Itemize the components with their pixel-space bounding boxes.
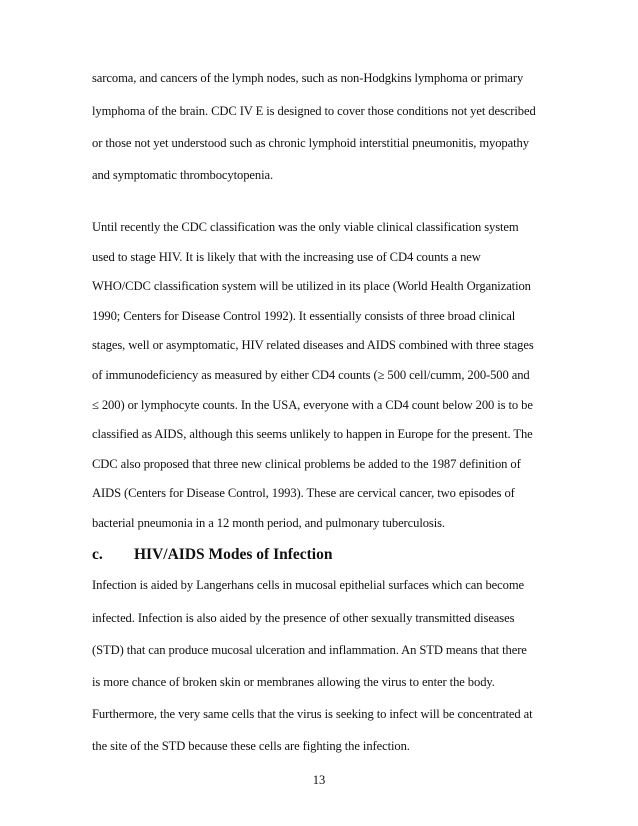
text-line: is more chance of broken skin or membranes allowing the virus to enter the body. <box>92 675 495 689</box>
text-line: (STD) that can produce mucosal ulceration and inflammation. An STD means that there <box>92 643 527 657</box>
text-line: and symptomatic thrombocytopenia. <box>92 168 274 182</box>
text-line: infected. Infection is also aided by the presence of other sexually transmitted diseases <box>92 611 515 625</box>
section-letter: c. <box>92 546 103 563</box>
section-heading <box>92 545 333 565</box>
text-line: the site of the STD because these cells are fighting the infection. <box>92 739 410 753</box>
text-line: Until recently the CDC classification was the only viable clinical classification system <box>92 220 519 234</box>
text-line: sarcoma, and cancers of the lymph nodes, such as non-Hodgkins lymphoma or primary <box>92 71 524 85</box>
text-line: 1990; Centers for Disease Control 1992). It essentially consists of three broad clinical <box>92 309 516 323</box>
text-line: of immunodeficiency as measured by either CD4 counts (≥ 500 cell/cumm, 200-500 and <box>92 368 530 382</box>
text-line: AIDS (Centers for Disease Control, 1993). These are cervical cancer, two episodes of <box>92 486 515 500</box>
text-line: bacterial pneumonia in a 12 month period, and pulmonary tuberculosis. <box>92 516 445 530</box>
text-line: CDC also proposed that three new clinical problems be added to the 1987 definition of <box>92 457 521 471</box>
text-line: Furthermore, the very same cells that the virus is seeking to infect will be concentrated at <box>92 707 533 721</box>
text-line: ≤ 200) or lymphocyte counts. In the USA, everyone with a CD4 count below 200 is to be <box>92 398 533 412</box>
text-line: lymphoma of the brain. CDC IV E is designed to cover those conditions not yet described <box>92 104 536 118</box>
text-line: Infection is aided by Langerhans cells in mucosal epithelial surfaces which can become <box>92 578 525 592</box>
text-line: used to stage HIV. It is likely that with the increasing use of CD4 counts a new <box>92 250 481 264</box>
text-line: or those not yet understood such as chronic lymphoid interstitial pneumonitis, myopathy <box>92 136 529 150</box>
text-line: stages, well or asymptomatic, HIV related diseases and AIDS combined with three stages <box>92 338 534 352</box>
text-line: WHO/CDC classification system will be utilized in its place (World Health Organization <box>92 279 531 293</box>
text-line: classified as AIDS, although this seems unlikely to happen in Europe for the present. The <box>92 427 533 441</box>
section-title: HIV/AIDS Modes of Infection <box>134 546 333 563</box>
page-number: 13 <box>312 773 326 787</box>
